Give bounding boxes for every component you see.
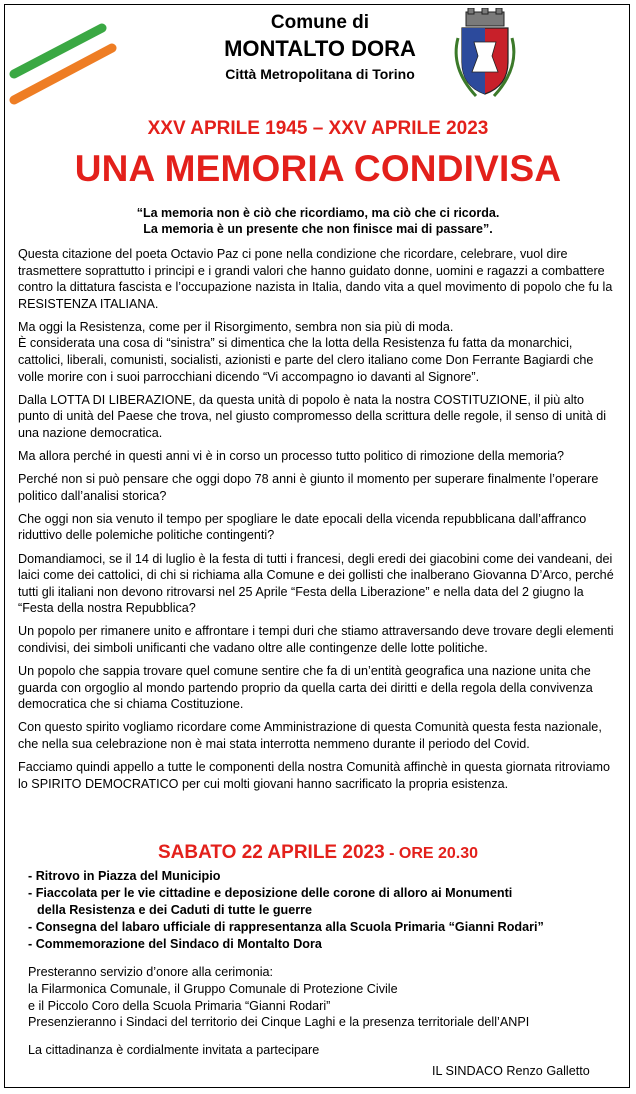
paragraph: Un popolo che sappia trovare quel comune sentire che fa di un’entità geografica una nazione unita che guarda con orgoglio al mondo partendo proprio da quella carta dei diritti e della regola della convivenza democratica che si chiama Costituzione. [18,664,593,712]
list-item [28,919,618,936]
tricolore-stripes-icon [8,14,128,114]
paragraph: Dalla LOTTA DI LIBERAZIONE, da questa unità di popolo è nata la nostra COSTITUZIONE, il più alto punto di unità del Paese che trova, nel giusto compromesso della scrittura delle regole, il senso di unità di una nazione democratica. [18,392,607,440]
program-line: - Commemorazione del Sindaco di Montalto Dora [28,937,322,951]
list-item [28,936,618,953]
paragraph: Domandiamoci, se il 14 di luglio è la festa di tutti i francesi, degli eredi dei giacobini come dei vandeani, dei laici come dei cattolici, di chi si richiama alla Comune e dei gollisti che inalberano Giovanna D’Arco, perché tutti gli italiani non devono ritrovarsi nel 25 Aprile “Festa della Liberazione” e nella data del 2 giugno la “Festa della nostra Repubblica? [18,551,614,616]
honor-service [28,964,618,1031]
quote [80,205,556,237]
paragraph: Che oggi non sia venuto il tempo per spogliare le date epocali della vicenda repubblicana dall’affranco riduttivo delle polemiche politiche contingenti? [18,511,587,543]
commemoration-dates: XXV APRILE 1945 – XXV APRILE 2023 [147,118,489,139]
program-line: - Ritrovo in Piazza del Municipio [28,869,221,883]
header-comune: Comune di [270,12,370,33]
event-date: SABATO 22 APRILE 2023 [157,842,385,863]
program-list [28,868,618,953]
mayor-signature: IL SINDACO Renzo Galletto [432,1064,590,1078]
list-item [28,885,618,919]
paragraph: Con questo spirito vogliamo ricordare come Amministrazione di questa Comunità questa festa nazionale, che nella sua celebrazione non è mai stata interrotta nemmeno durante il periodo del Covid. [18,720,602,751]
event-time: - ORE 20.30 [384,845,479,862]
page-title: UNA MEMORIA CONDIVISA [74,148,562,189]
event-heading [0,842,636,864]
coat-of-arms-icon [446,8,524,100]
program-line: - Fiaccolata per le vie cittadine e deposizione delle corone di alloro ai Monumenti [28,886,513,900]
service-line: la Filarmonica Comunale, il Gruppo Comunale di Protezione Civile [28,981,398,996]
header-town-name: MONTALTO DORA [224,36,416,61]
service-line: Presteranno servizio d’onore alla cerimonia: [28,965,274,979]
quote-line-1: “La memoria non è ciò che ricordiamo, ma ciò che ci ricorda. [136,206,500,220]
paragraph: Un popolo per rimanere unito e affrontare i tempi duri che stiamo attraversando deve trovare degli elementi condivisi, dei simboli unificanti che vadano oltre alle contingenze delle lotte politiche. [18,624,614,655]
program-line-continued: della Resistenza e dei Caduti di tutte le guerre [37,903,313,917]
service-line: Presenzieranno i Sindaci del territorio dei Cinque Laghi e la presenza territoriale dell’ANPI [28,1015,530,1030]
invitation-text: La cittadinanza è cordialmente invitata a partecipare [28,1043,320,1057]
paragraph: Facciamo quindi appello a tutte le componenti della nostra Comunità affinchè in questa giornata ritroviamo lo SPIRITO DEMOCRATICO per cui molti giovani hanno sacrificato la propria esistenza. [18,760,611,791]
list-item [28,868,618,885]
paragraph: Ma allora perché in questi anni vi è in corso un processo tutto politico di rimozione della memoria? [18,449,565,464]
program-line: - Consegna del labaro ufficiale di rappresentanza alla Scuola Primaria “Gianni Rodari” [28,920,544,934]
paragraph: Questa citazione del poeta Octavio Paz ci pone nella condizione che ricordare, celebrare, vuol dire trasmettere soprattutto i principi e i grandi valori che hanno guidato donne, uomini e ragazzi a combattere contro la dittatura fascista e l’occupazione nazista in Italia, dando vita a quel movimento di popolo che fu la RESISTENZA ITALIANA. [18,247,613,311]
paragraph: Perché non si può pensare che oggi dopo 78 anni è giunto il momento per superare finalmente l’operare politico dall’analisi storica? [18,472,599,503]
paragraph: Ma oggi la Resistenza, come per il Risorgimento, sembra non sia più di moda. È considerata una cosa di “sinistra” si dimentica che la lotta della Resistenza fu fatta da monarchici, cattolici, liberali, comunisti, socialisti, azionisti e parte del clero italiano come Don Ferrante Bagiardi che volle morire con i suoi parrocchiani dicendo “Vi accompagno io davanti al Signore”. [18,319,594,384]
quote-line-2: La memoria è un presente che non finisce mai di passare”. [143,222,493,236]
service-line: e il Piccolo Coro della Scuola Primaria “Gianni Rodari” [28,998,331,1013]
body-text [18,246,618,799]
header-metro-city: Città Metropolitana di Torino [225,66,415,82]
